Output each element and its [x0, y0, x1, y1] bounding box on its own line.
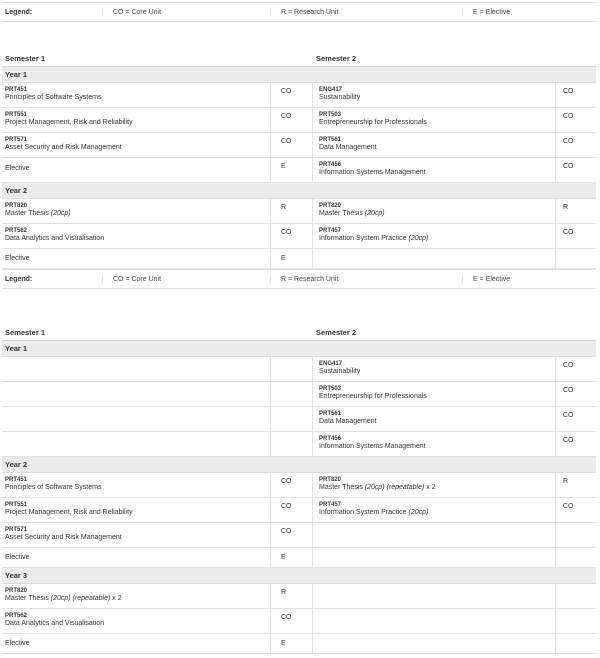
empty-cell: [555, 523, 596, 547]
repeat-count: x 2: [426, 483, 436, 491]
year-heading: Year 1: [2, 67, 596, 83]
legend-core: CO = Core Unit: [102, 9, 270, 16]
unit-cell: [312, 158, 555, 182]
unit-type: CO: [270, 108, 312, 132]
unit-cell: [2, 609, 270, 633]
empty-cell: [312, 634, 555, 653]
unit-type: R: [555, 199, 596, 223]
unit-type: CO: [270, 224, 312, 248]
unit-code: PRT820: [5, 203, 28, 209]
unit-title: Information Systems Management: [319, 168, 426, 176]
empty-cell: [555, 584, 596, 608]
unit-type: CO: [270, 523, 312, 547]
semester-2-heading: Semester 2: [316, 54, 357, 63]
table-row: [2, 584, 596, 609]
unit-title: Asset Security and Risk Management: [5, 143, 122, 151]
table-row: [2, 609, 596, 634]
unit-type: CO: [270, 133, 312, 157]
unit-title: Sustainability: [319, 93, 361, 101]
unit-code: PRT551: [5, 502, 28, 508]
legend-label: Legend:: [5, 275, 33, 283]
unit-title: Elective: [5, 255, 30, 262]
empty-cell: [2, 407, 270, 431]
unit-type: CO: [555, 83, 596, 107]
table-row: [2, 382, 596, 407]
unit-cell: [312, 498, 555, 522]
legend-elective: E = Elective: [462, 276, 596, 283]
unit-code: PRT456: [319, 436, 342, 442]
unit-cell: [312, 357, 555, 381]
unit-type: CO: [555, 108, 596, 132]
unit-cell: [2, 548, 270, 567]
credit-note: (20cp): [50, 209, 71, 217]
semester-1-heading: Semester 1: [5, 328, 46, 337]
unit-code: PRT551: [5, 112, 28, 118]
unit-cell: [2, 249, 270, 268]
table-row: [2, 498, 596, 523]
unit-title: Elective: [5, 640, 30, 647]
unit-cell: [2, 83, 270, 107]
unit-title: Data Analytics and Visualisation: [5, 234, 105, 242]
unit-code: PRT561: [319, 137, 342, 143]
unit-type: CO: [555, 407, 596, 431]
table-row: [2, 432, 596, 457]
unit-code: PRT456: [319, 162, 342, 168]
unit-cell: [2, 133, 270, 157]
unit-code: PRT503: [319, 386, 342, 392]
unit-cell: [312, 382, 555, 406]
unit-code: PRT820: [319, 203, 342, 209]
unit-cell: [312, 199, 555, 223]
table-row: [2, 158, 596, 183]
unit-title: Project Management, Risk and Reliability: [5, 118, 133, 126]
semester-header: [2, 325, 596, 341]
unit-cell: [2, 108, 270, 132]
empty-cell: [2, 382, 270, 406]
empty-cell: [312, 609, 555, 633]
credit-note: (20cp) (repeatable): [50, 594, 111, 602]
empty-cell: [555, 249, 596, 268]
empty-cell: [312, 548, 555, 567]
unit-title: Data Analytics and Visualisation: [5, 619, 105, 627]
unit-type: CO: [555, 133, 596, 157]
unit-code: PRT820: [319, 477, 342, 483]
unit-code: ENG417: [319, 361, 343, 367]
unit-title: Information System Practice (20cp): [319, 508, 429, 516]
credit-note: (20cp) (repeatable): [364, 483, 425, 491]
empty-cell: [270, 357, 312, 381]
unit-cell: [312, 473, 555, 497]
unit-type: CO: [555, 357, 596, 381]
table-row: [2, 548, 596, 568]
empty-cell: [555, 609, 596, 633]
unit-type: CO: [270, 609, 312, 633]
unit-title: Data Management: [319, 143, 377, 151]
legend-row: [2, 269, 596, 289]
unit-type: E: [270, 634, 312, 653]
unit-cell: [2, 224, 270, 248]
unit-cell: [2, 584, 270, 608]
repeat-count: x 2: [112, 594, 122, 602]
credit-note: (20cp): [364, 209, 385, 217]
unit-type: CO: [555, 382, 596, 406]
empty-cell: [555, 548, 596, 567]
unit-cell: [2, 523, 270, 547]
unit-cell: [2, 634, 270, 653]
empty-cell: [312, 584, 555, 608]
unit-title: Project Management, Risk and Reliability: [5, 508, 133, 516]
unit-cell: [312, 108, 555, 132]
year-heading: Year 1: [2, 341, 596, 357]
year-heading: Year 2: [2, 457, 596, 473]
semester-1-heading: Semester 1: [5, 54, 46, 63]
table-row: [2, 473, 596, 498]
legend-row: [2, 2, 596, 22]
unit-type: CO: [270, 473, 312, 497]
table-row: [2, 199, 596, 224]
unit-cell: [312, 432, 555, 456]
unit-title: Elective: [5, 165, 30, 172]
unit-code: ENG417: [319, 87, 343, 93]
credit-note: (20cp): [408, 508, 429, 516]
unit-type: CO: [555, 224, 596, 248]
unit-code: PRT451: [5, 477, 28, 483]
unit-code: PRT457: [319, 502, 342, 508]
unit-type: R: [555, 473, 596, 497]
legend-label: Legend:: [5, 8, 33, 16]
unit-cell: [312, 224, 555, 248]
empty-cell: [312, 523, 555, 547]
empty-cell: [270, 432, 312, 456]
unit-cell: [312, 133, 555, 157]
unit-title: Principles of Software Systems: [5, 483, 102, 491]
unit-type: CO: [555, 158, 596, 182]
semester-header: [2, 51, 596, 67]
unit-title: Entrepreneurship for Professionals: [319, 118, 427, 126]
empty-cell: [312, 249, 555, 268]
table-row: [2, 133, 596, 158]
unit-type: R: [270, 199, 312, 223]
unit-type: CO: [555, 498, 596, 522]
empty-cell: [270, 407, 312, 431]
unit-code: PRT562: [5, 228, 28, 234]
unit-cell: [2, 498, 270, 522]
unit-title: Principles of Software Systems: [5, 93, 102, 101]
table-row: [2, 108, 596, 133]
table-row: [2, 224, 596, 249]
unit-type: E: [270, 249, 312, 268]
unit-type: CO: [270, 83, 312, 107]
unit-title: Entrepreneurship for Professionals: [319, 392, 427, 400]
unit-type: E: [270, 158, 312, 182]
empty-cell: [270, 382, 312, 406]
table-row: [2, 523, 596, 548]
empty-cell: [2, 357, 270, 381]
unit-title: Master Thesis (20cp): [5, 209, 71, 217]
empty-cell: [555, 634, 596, 653]
unit-title: Information Systems Management: [319, 442, 426, 450]
unit-cell: [312, 83, 555, 107]
legend-research: R = Research Unit: [270, 9, 462, 16]
study-plan-1: [2, 51, 596, 289]
unit-code: PRT561: [319, 411, 342, 417]
table-row: [2, 407, 596, 432]
unit-cell: [2, 473, 270, 497]
unit-cell: [2, 199, 270, 223]
legend-elective: E = Elective: [462, 9, 596, 16]
study-plan-2: [2, 325, 596, 654]
unit-title: Master Thesis (20cp) (repeatable) x 2: [319, 483, 436, 491]
unit-title: Elective: [5, 554, 30, 561]
empty-cell: [2, 432, 270, 456]
unit-cell: [2, 158, 270, 182]
unit-code: PRT820: [5, 588, 28, 594]
unit-type: R: [270, 584, 312, 608]
table-row: [2, 83, 596, 108]
unit-code: PRT562: [5, 613, 28, 619]
legend-research: R = Research Unit: [270, 276, 462, 283]
table-row: [2, 249, 596, 269]
unit-title: Master Thesis (20cp): [319, 209, 385, 217]
legend-top: [2, 2, 596, 22]
legend-core: CO = Core Unit: [102, 276, 270, 283]
unit-code: PRT503: [319, 112, 342, 118]
unit-title: Asset Security and Risk Management: [5, 533, 122, 541]
semester-2-heading: Semester 2: [316, 328, 357, 337]
table-row: [2, 634, 596, 654]
unit-type: E: [270, 548, 312, 567]
unit-type: CO: [270, 498, 312, 522]
unit-code: PRT571: [5, 527, 28, 533]
unit-code: PRT571: [5, 137, 28, 143]
unit-code: PRT451: [5, 87, 28, 93]
unit-cell: [312, 407, 555, 431]
unit-title: Sustainability: [319, 367, 361, 375]
year-heading: Year 3: [2, 568, 596, 584]
year-heading: Year 2: [2, 183, 596, 199]
table-row: [2, 357, 596, 382]
unit-code: PRT457: [319, 228, 342, 234]
unit-title: Data Management: [319, 417, 377, 425]
unit-type: CO: [555, 432, 596, 456]
unit-title: Master Thesis (20cp) (repeatable) x 2: [5, 594, 122, 602]
unit-title: Information System Practice (20cp): [319, 234, 429, 242]
credit-note: (20cp): [408, 234, 429, 242]
